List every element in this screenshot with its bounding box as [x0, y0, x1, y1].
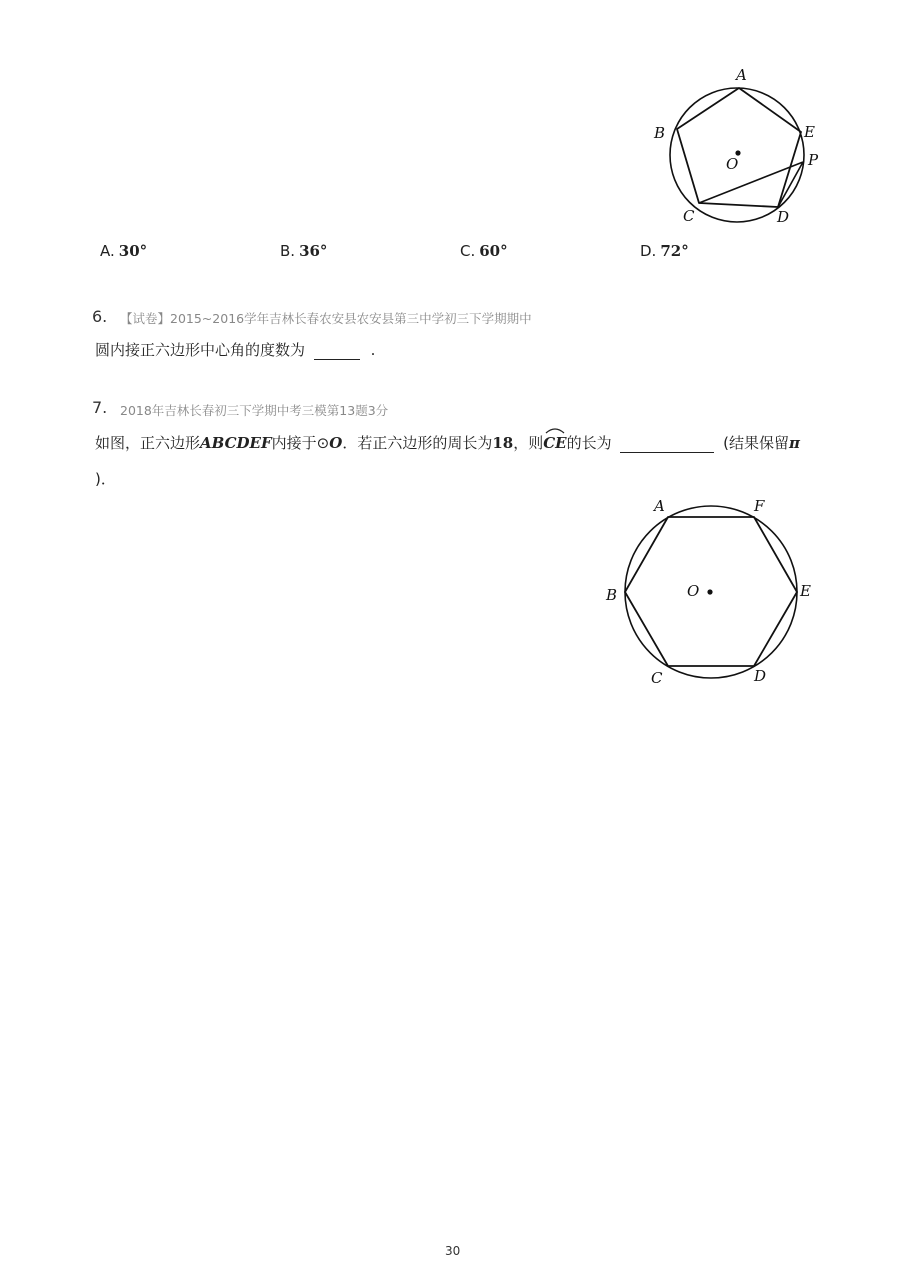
option-d[interactable]	[640, 242, 689, 260]
arc-mark-icon	[545, 427, 565, 434]
question-7-source: 2018年吉林长春初三下学期中考三模第13题3分	[120, 403, 389, 418]
q7-hexagon-name: ABCDEF	[200, 434, 272, 452]
question-7-answer-blank[interactable]	[620, 434, 714, 453]
option-a-letter: A.	[100, 242, 115, 260]
q7-text-b: 内接于	[271, 434, 317, 452]
label-C: C	[683, 207, 695, 225]
page-number: 30	[445, 1244, 461, 1258]
q7-text-f: (结果保留	[723, 434, 790, 452]
q7-text-a: 如图，正六边形	[95, 434, 201, 452]
label-B: B	[654, 124, 666, 142]
label-F: F	[754, 497, 765, 515]
hexagon-figure	[595, 490, 830, 695]
question-6-end: .	[370, 341, 376, 359]
q7-arc-letters: CE	[543, 434, 567, 452]
question-6-number: 6.	[92, 307, 108, 326]
label-B: B	[606, 586, 618, 604]
q7-text-c: ．若正六边形的周长为	[342, 434, 493, 452]
option-c[interactable]	[460, 242, 508, 260]
q7-text-e: 的长为	[566, 434, 612, 452]
label-E: E	[804, 123, 815, 141]
option-d-letter: D.	[640, 242, 657, 260]
q7-pi: π	[789, 434, 801, 452]
option-b[interactable]	[280, 242, 327, 260]
q7-circle-name: O	[329, 434, 343, 452]
question-7-text	[95, 432, 800, 453]
q7-perimeter: 18	[492, 434, 514, 452]
label-O: O	[687, 582, 700, 600]
option-d-value: 72°	[660, 242, 689, 260]
question-7-number: 7.	[92, 398, 108, 417]
center-dot-O	[707, 589, 712, 594]
option-a-value: 30°	[118, 242, 148, 260]
pentagon-figure	[640, 60, 840, 235]
q7-text-d: ，则	[513, 434, 544, 452]
question-6-answer-blank[interactable]	[314, 341, 360, 360]
label-C: C	[651, 669, 663, 687]
label-A: A	[736, 66, 747, 84]
question-6-text	[95, 339, 375, 360]
option-a[interactable]	[100, 242, 147, 260]
question-6-source: 【试卷】2015~2016学年吉林长春农安县农安县第三中学初三下学期期中	[120, 311, 532, 326]
label-O: O	[726, 155, 739, 173]
question-6-prompt: 圆内接正六边形中心角的度数为	[95, 341, 306, 359]
label-D: D	[754, 667, 767, 685]
option-b-letter: B.	[280, 242, 296, 260]
q7-circle-symbol: ⊙	[316, 434, 330, 452]
option-c-letter: C.	[460, 242, 476, 260]
label-A: A	[654, 497, 665, 515]
option-b-value: 36°	[299, 242, 328, 260]
question-7-text-end: )．	[95, 470, 116, 488]
q7-arc-ce	[543, 434, 566, 452]
label-P: P	[808, 151, 819, 169]
option-c-value: 60°	[479, 242, 508, 260]
label-D: D	[777, 208, 790, 226]
label-E: E	[800, 582, 811, 600]
segment-CP	[699, 162, 803, 203]
